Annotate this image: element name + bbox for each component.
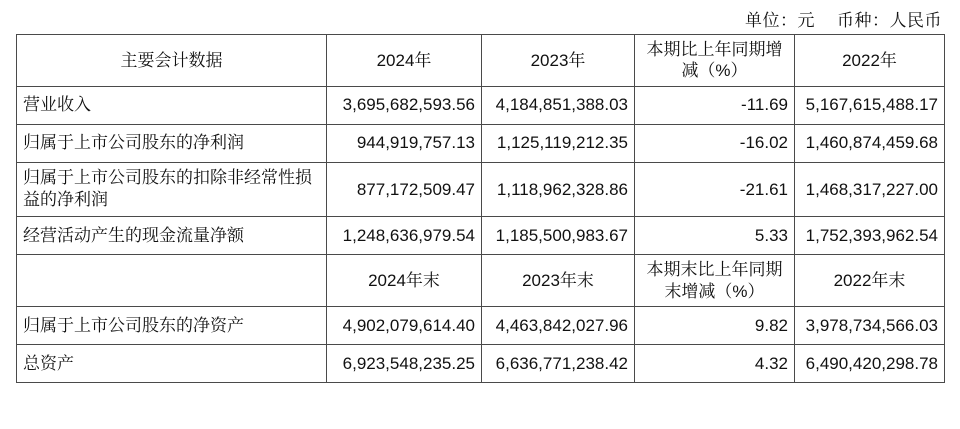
cell-total-assets-2022: 6,490,420,298.78 — [795, 344, 945, 382]
table-header-row-2 — [17, 255, 945, 307]
cell-revenue-2024: 3,695,682,593.56 — [327, 86, 482, 124]
row-label-net-profit-excl-nonrecurring: 归属于上市公司股东的扣除非经常性损益的净利润 — [17, 162, 327, 217]
cell-net-profit-excl-2024: 877,172,509.47 — [327, 162, 482, 217]
cell-ocf-2023: 1,185,500,983.67 — [482, 217, 635, 255]
financial-summary-table — [16, 34, 945, 383]
cell-revenue-2023: 4,184,851,388.03 — [482, 86, 635, 124]
cell-revenue-2022: 5,167,615,488.17 — [795, 86, 945, 124]
table-row — [17, 124, 945, 162]
unit-currency-note — [745, 6, 942, 31]
header-yoy-change: 本期比上年同期增减（%） — [635, 35, 795, 87]
row-label-net-assets: 归属于上市公司股东的净资产 — [17, 306, 327, 344]
cell-net-assets-2022: 3,978,734,566.03 — [795, 306, 945, 344]
cell-total-assets-2024: 6,923,548,235.25 — [327, 344, 482, 382]
cell-net-profit-2023: 1,125,119,212.35 — [482, 124, 635, 162]
header-main-accounting-data: 主要会计数据 — [17, 35, 327, 87]
cell-ocf-2022: 1,752,393,962.54 — [795, 217, 945, 255]
cell-net-profit-change: -16.02 — [635, 124, 795, 162]
table-row — [17, 217, 945, 255]
cell-net-profit-2022: 1,460,874,459.68 — [795, 124, 945, 162]
header-2024-year-end: 2024年末 — [327, 255, 482, 307]
header-year-end-change: 本期末比上年同期末增减（%） — [635, 255, 795, 307]
cell-revenue-change: -11.69 — [635, 86, 795, 124]
unit-label: 单位：元 — [745, 11, 815, 30]
row-label-total-assets: 总资产 — [17, 344, 327, 382]
row-label-net-profit: 归属于上市公司股东的净利润 — [17, 124, 327, 162]
cell-net-profit-excl-2023: 1,118,962,328.86 — [482, 162, 635, 217]
cell-net-assets-2023: 4,463,842,027.96 — [482, 306, 635, 344]
cell-net-profit-excl-2022: 1,468,317,227.00 — [795, 162, 945, 217]
header-2024: 2024年 — [327, 35, 482, 87]
row-label-revenue: 营业收入 — [17, 86, 327, 124]
cell-net-profit-2024: 944,919,757.13 — [327, 124, 482, 162]
currency-label: 币种：人民币 — [837, 11, 942, 30]
cell-net-assets-2024: 4,902,079,614.40 — [327, 306, 482, 344]
cell-net-profit-excl-change: -21.61 — [635, 162, 795, 217]
cell-total-assets-2023: 6,636,771,238.42 — [482, 344, 635, 382]
table-row — [17, 306, 945, 344]
cell-net-assets-change: 9.82 — [635, 306, 795, 344]
header-2023: 2023年 — [482, 35, 635, 87]
table-row — [17, 344, 945, 382]
table-row — [17, 86, 945, 124]
cell-ocf-change: 5.33 — [635, 217, 795, 255]
cell-total-assets-change: 4.32 — [635, 344, 795, 382]
header-2022-year-end: 2022年末 — [795, 255, 945, 307]
cell-ocf-2024: 1,248,636,979.54 — [327, 217, 482, 255]
row-label-operating-cash-flow: 经营活动产生的现金流量净额 — [17, 217, 327, 255]
header-2023-year-end: 2023年末 — [482, 255, 635, 307]
table-header-row — [17, 35, 945, 87]
header-blank — [17, 255, 327, 307]
header-2022: 2022年 — [795, 35, 945, 87]
table-row — [17, 162, 945, 217]
